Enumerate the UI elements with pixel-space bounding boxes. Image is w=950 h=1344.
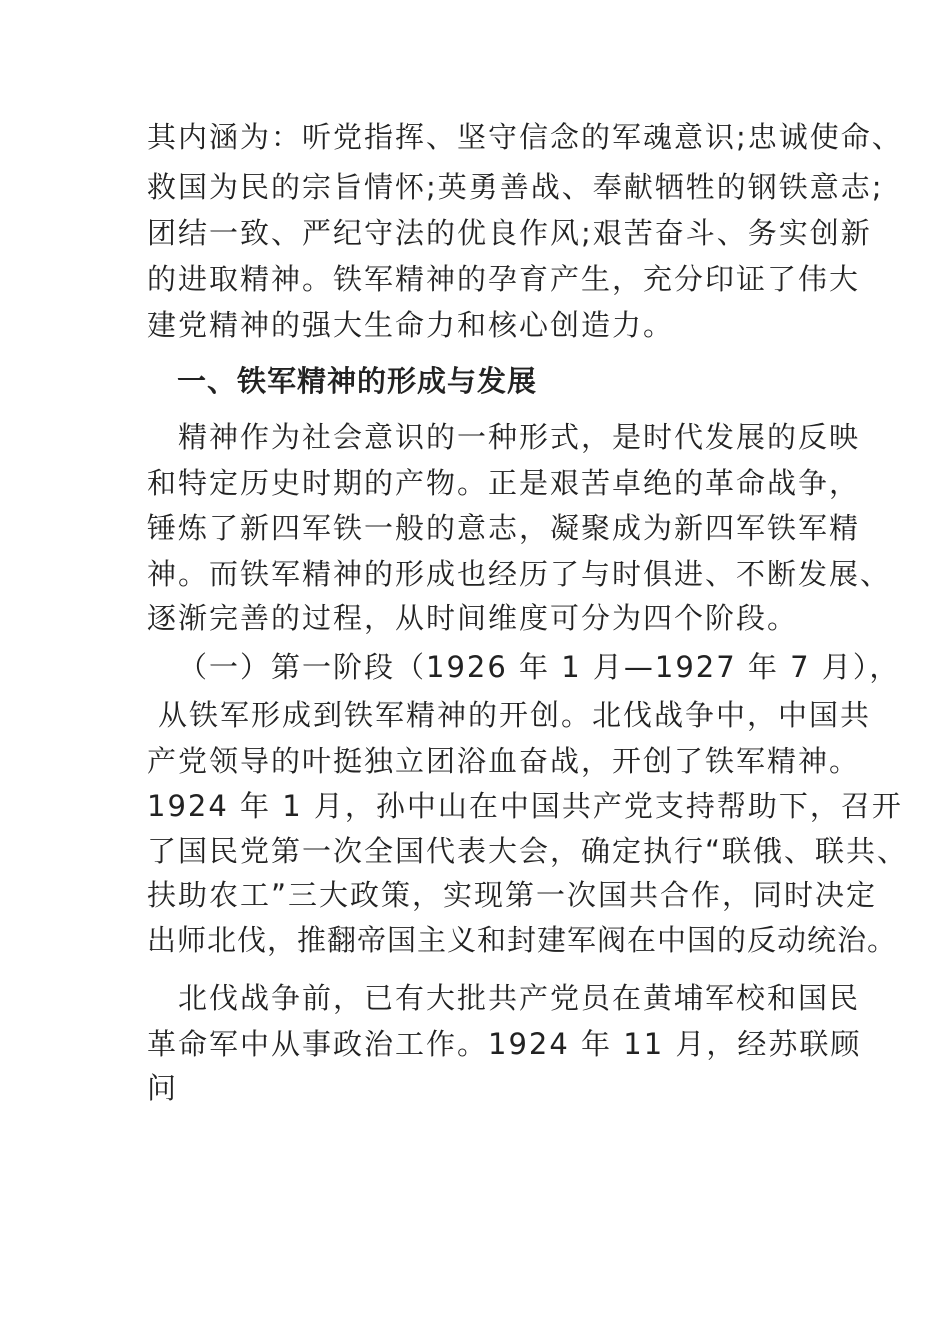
text-line: 扶助农工”三大政策，实现第一次国共合作，同时决定 bbox=[147, 878, 878, 912]
text-line: 和特定历史时期的产物。正是艰苦卓绝的革命战争， bbox=[147, 466, 861, 500]
text-line: 北伐战争前，已有大批共产党员在黄埔军校和国民 bbox=[178, 981, 861, 1015]
text-line: 了国民党第一次全国代表大会，确定执行“联俄、联共、 bbox=[147, 834, 909, 868]
text-line: 革命军中从事政治工作。1924 年 11 月，经苏联顾 bbox=[147, 1027, 862, 1061]
text-line: 的进取精神。铁军精神的孕育产生，充分印证了伟大 bbox=[147, 262, 861, 296]
subsection-heading: （一）第一阶段（1926 年 1 月—1927 年 7 月）， bbox=[178, 650, 901, 684]
text-line: 其内涵为：听党指挥、坚守信念的军魂意识;忠诚使命、 bbox=[147, 120, 903, 154]
text-line: 逐渐完善的过程，从时间维度可分为四个阶段。 bbox=[147, 601, 799, 635]
text-line: 神。而铁军精神的形成也经历了与时俱进、不断发展、 bbox=[147, 557, 892, 591]
text-line: 团结一致、严纪守法的优良作风;艰苦奋斗、务实创新 bbox=[147, 216, 872, 250]
text-line: 出师北伐，推翻帝国主义和封建军阀在中国的反动统治。 bbox=[147, 923, 898, 957]
text-line: 从铁军形成到铁军精神的开创。北伐战争中，中国共 bbox=[158, 698, 872, 732]
text-line: 产党领导的叶挺独立团浴血奋战，开创了铁军精神。 bbox=[147, 744, 861, 778]
text-line: 精神作为社会意识的一种形式，是时代发展的反映 bbox=[178, 420, 861, 454]
text-line: 建党精神的强大生命力和核心创造力。 bbox=[147, 308, 675, 342]
text-line: 锤炼了新四军铁一般的意志，凝聚成为新四军铁军精 bbox=[147, 511, 861, 545]
section-heading: 一、铁军精神的形成与发展 bbox=[177, 364, 538, 398]
text-line: 问 bbox=[147, 1071, 179, 1105]
text-line: 1924 年 1 月，孙中山在中国共产党支持帮助下，召开 bbox=[147, 789, 903, 823]
text-line: 救国为民的宗旨情怀;英勇善战、奉献牺牲的钢铁意志; bbox=[147, 170, 884, 204]
